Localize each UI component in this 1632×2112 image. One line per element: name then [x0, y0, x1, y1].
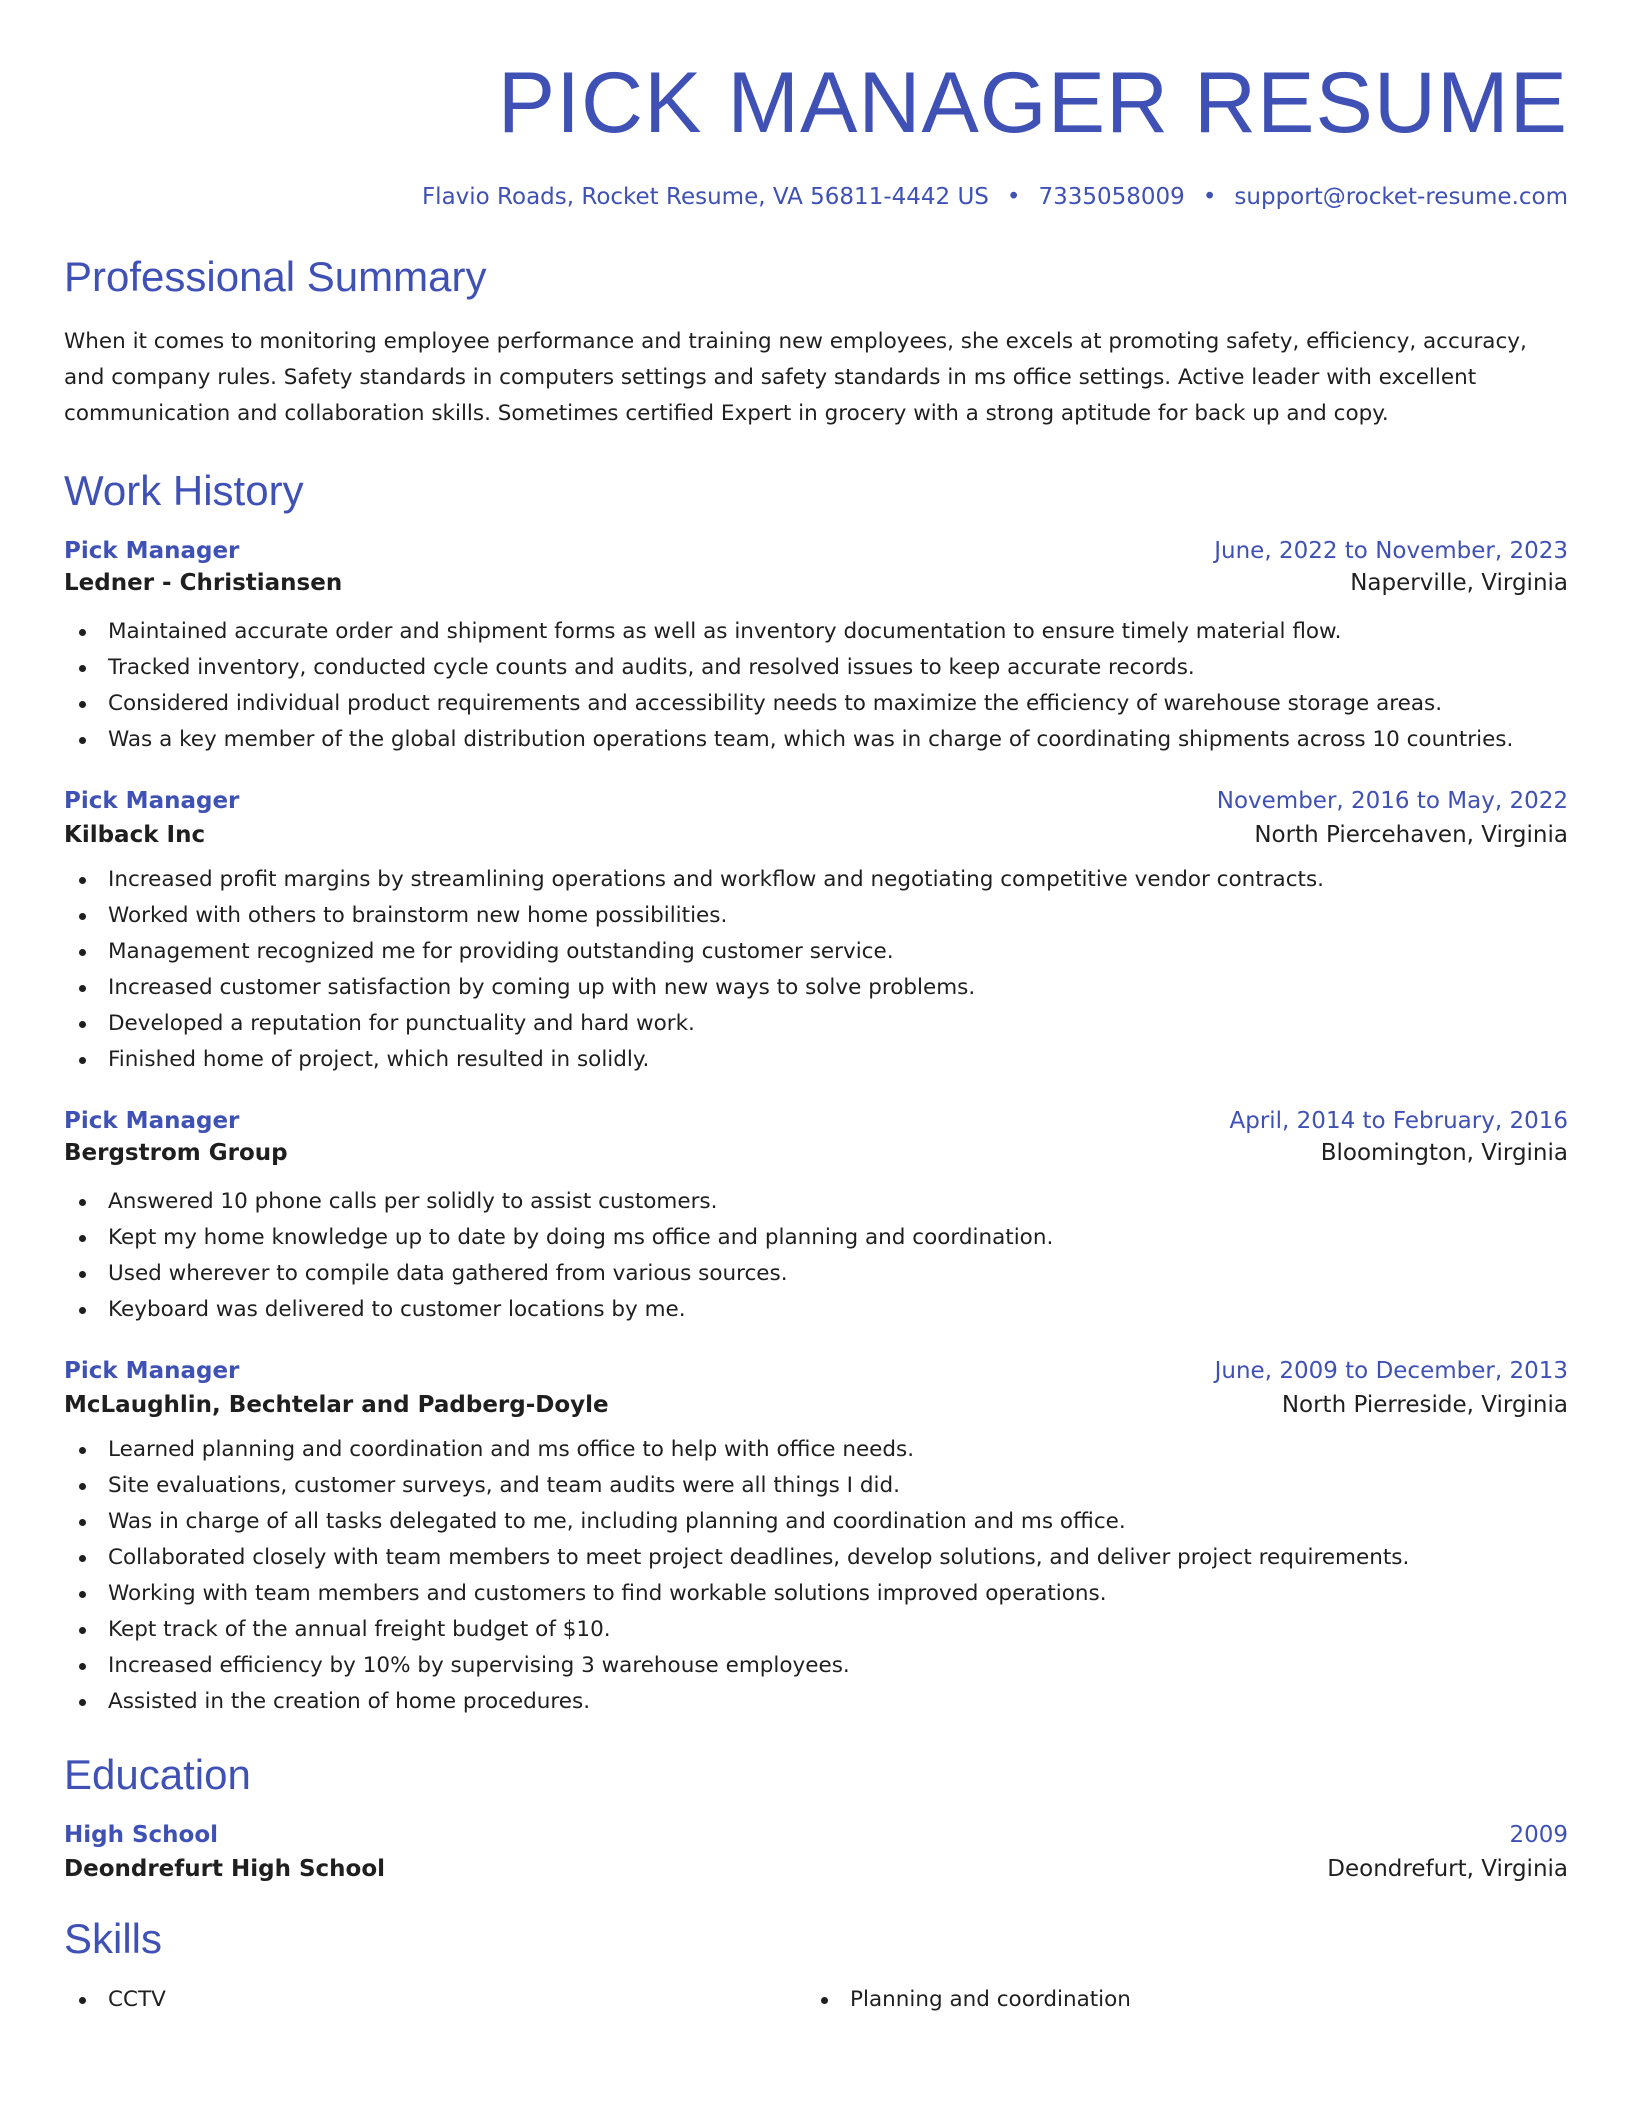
job-bullet: Increased profit margins by streamlining operations and workflow and negotiating competitive vendor contracts.: [64, 862, 1568, 898]
job-role: Pick Manager: [64, 1358, 240, 1384]
contact-separator: •: [1202, 184, 1217, 210]
job-bullet: Kept track of the annual freight budget of $10.: [64, 1612, 1568, 1648]
contact-separator: •: [1006, 184, 1021, 210]
job-bullet: Learned planning and coordination and ms office to help with office needs.: [64, 1432, 1568, 1468]
job-bullets: [64, 862, 1568, 1078]
job-bullet: Increased efficiency by 10% by supervising 3 warehouse employees.: [64, 1648, 1568, 1684]
education-year: 2009: [1509, 1822, 1568, 1848]
job-header-row: [64, 538, 1568, 564]
contact-phone: 7335058009: [1038, 184, 1185, 210]
resume-header: [64, 55, 1568, 210]
resume-title: PICK MANAGER RESUME: [497, 55, 1568, 151]
job-company: Ledner - Christiansen: [64, 570, 343, 596]
skills-grid: [64, 1982, 1568, 2018]
job-role: Pick Manager: [64, 538, 240, 564]
job-bullet: Developed a reputation for punctuality and hard work.: [64, 1006, 1568, 1042]
education-location: Deondrefurt, Virginia: [1327, 1856, 1568, 1882]
job-bullet: Was in charge of all tasks delegated to me, including planning and coordination and ms office.: [64, 1504, 1568, 1540]
job-entry: [64, 788, 1568, 1078]
education-heading: Education: [64, 1751, 251, 1798]
education-entry: [64, 1822, 1568, 1882]
job-bullet: Working with team members and customers to find workable solutions improved operations.: [64, 1576, 1568, 1612]
contact-address: Flavio Roads, Rocket Resume, VA 56811-4442 US: [421, 184, 989, 210]
job-company-row: [64, 822, 1568, 848]
job-location: Naperville, Virginia: [1350, 570, 1568, 596]
job-bullet: Finished home of project, which resulted in solidly.: [64, 1042, 1568, 1078]
job-bullet: Increased customer satisfaction by coming up with new ways to solve problems.: [64, 970, 1568, 1006]
job-bullets: [64, 1184, 1568, 1328]
job-entry: [64, 1358, 1568, 1720]
job-bullet: Assisted in the creation of home procedures.: [64, 1684, 1568, 1720]
job-dates: June, 2009 to December, 2013: [1214, 1358, 1568, 1384]
job-entry: [64, 538, 1568, 758]
skills-column-right: [806, 1982, 1548, 2018]
job-bullet: Answered 10 phone calls per solidly to assist customers.: [64, 1184, 1568, 1220]
summary-text: When it comes to monitoring employee performance and training new employees, she excels at promoting safety, efficiency, accuracy, and company rules. Safety standards in computers settings and safety standards in ms office settings. Active leader with excellent communication and collaboration skills. Sometimes certified Expert in grocery with a strong aptitude for back up and copy.: [64, 329, 1527, 426]
job-dates: November, 2016 to May, 2022: [1216, 788, 1568, 814]
job-header-row: [64, 1108, 1568, 1134]
education-header-row: [64, 1822, 1568, 1848]
job-bullet: Tracked inventory, conducted cycle counts and audits, and resolved issues to keep accurate records.: [64, 650, 1568, 686]
job-bullets: [64, 1432, 1568, 1720]
job-location: North Piercehaven, Virginia: [1254, 822, 1568, 848]
job-role: Pick Manager: [64, 788, 240, 814]
job-company: McLaughlin, Bechtelar and Padberg-Doyle: [64, 1392, 609, 1418]
job-bullet: Was a key member of the global distribution operations team, which was in charge of coordinating shipments across 10 countries.: [64, 722, 1568, 758]
job-bullet: Management recognized me for providing outstanding customer service.: [64, 934, 1568, 970]
job-company: Kilback Inc: [64, 822, 206, 848]
contact-email: support@rocket-resume.com: [1234, 184, 1568, 210]
job-location: North Pierreside, Virginia: [1281, 1392, 1568, 1418]
contact-line: [64, 184, 1568, 210]
job-bullet: Kept my home knowledge up to date by doing ms office and planning and coordination.: [64, 1220, 1568, 1256]
job-dates: April, 2014 to February, 2016: [1229, 1108, 1568, 1134]
education-school: Deondrefurt High School: [64, 1856, 386, 1882]
education-degree: High School: [64, 1822, 219, 1848]
education-school-row: [64, 1856, 1568, 1882]
job-header-row: [64, 1358, 1568, 1384]
skills-heading: Skills: [64, 1915, 163, 1962]
job-bullet: Keyboard was delivered to customer locations by me.: [64, 1292, 1568, 1328]
work-history-heading: Work History: [64, 467, 304, 514]
job-company: Bergstrom Group: [64, 1140, 288, 1166]
job-header-row: [64, 788, 1568, 814]
job-role: Pick Manager: [64, 1108, 240, 1134]
job-bullet: Worked with others to brainstorm new home possibilities.: [64, 898, 1568, 934]
job-bullet: Used wherever to compile data gathered from various sources.: [64, 1256, 1568, 1292]
job-company-row: [64, 570, 1568, 596]
job-company-row: [64, 1140, 1568, 1166]
job-bullet: Collaborated closely with team members to meet project deadlines, develop solutions, and deliver project requirements.: [64, 1540, 1568, 1576]
job-bullet: Site evaluations, customer surveys, and team audits were all things I did.: [64, 1468, 1568, 1504]
job-company-row: [64, 1392, 1568, 1418]
skill-item: Planning and coordination: [806, 1982, 1548, 2018]
job-dates: June, 2022 to November, 2023: [1214, 538, 1568, 564]
skills-column-left: [64, 1982, 806, 2018]
job-entry: [64, 1108, 1568, 1328]
job-bullets: [64, 614, 1568, 758]
summary-heading: Professional Summary: [64, 253, 487, 300]
job-bullet: Considered individual product requirements and accessibility needs to maximize the efficiency of warehouse storage areas.: [64, 686, 1568, 722]
skill-item: CCTV: [64, 1982, 806, 2018]
job-location: Bloomington, Virginia: [1320, 1140, 1568, 1166]
resume-page: [64, 0, 1568, 2018]
job-bullet: Maintained accurate order and shipment forms as well as inventory documentation to ensure timely material flow.: [64, 614, 1568, 650]
